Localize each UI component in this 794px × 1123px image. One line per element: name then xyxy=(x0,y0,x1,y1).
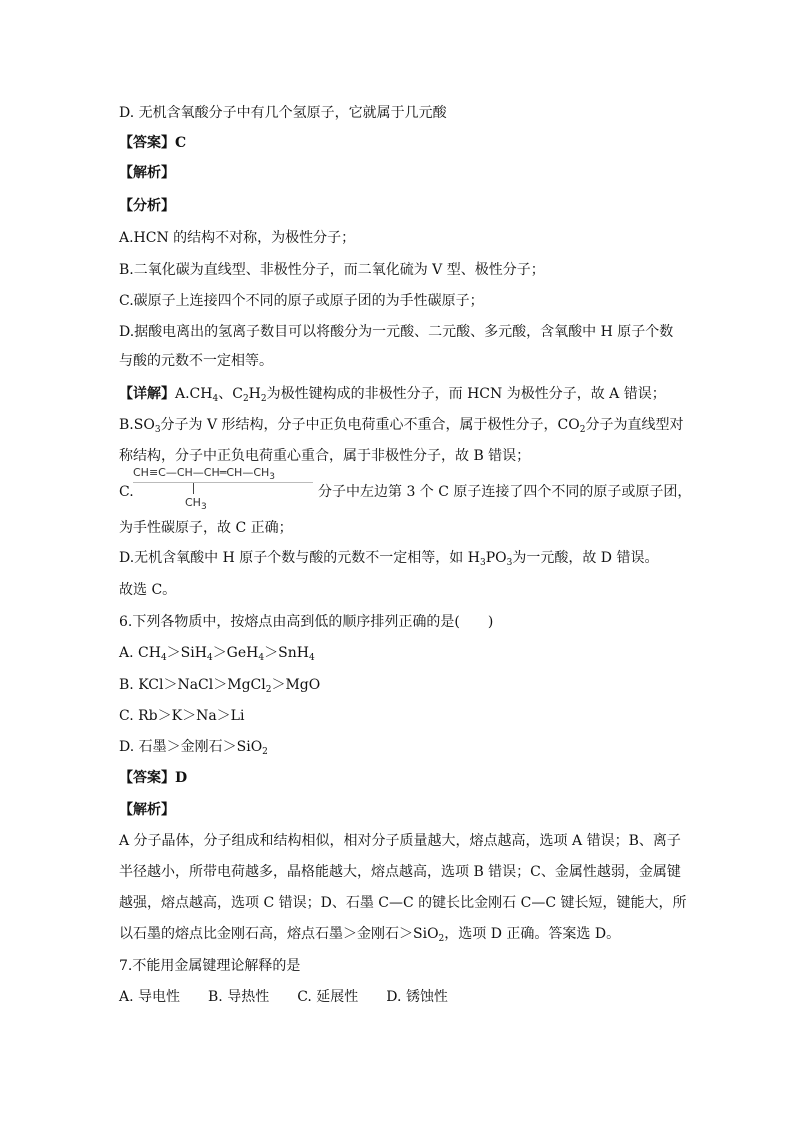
analysis-heading-q5: 【分析】 xyxy=(119,198,175,214)
option-d-q5: D. 无机含氧酸分子中有几个氢原子，它就属于几元酸 xyxy=(119,105,447,121)
analysis-b: B.二氧化碳为直线型、非极性分子，而二氧化硫为 V 型、极性分子； xyxy=(119,262,545,278)
text-run: B.SO xyxy=(119,417,155,433)
detail-b-line1 xyxy=(119,415,683,435)
formula-methyl-branch xyxy=(185,496,207,512)
final-choice-q5: 故选 C。 xyxy=(119,582,177,598)
formula-underline xyxy=(133,482,313,483)
q6-explanation-line1: A 分子晶体，分子组成和结构相似，相对分子质量越大，熔点越高，选项 A 错误；B、离子 xyxy=(119,833,681,849)
detail-d xyxy=(119,548,658,568)
text-run: 分子为直线型对 xyxy=(585,417,684,433)
q6-explanation-line2: 半径越小，所带电荷越多，晶格能越大，熔点越高，选项 B 错误；C、金属性越弱，金属键 xyxy=(119,864,681,880)
detail-heading: 【详解】 xyxy=(119,386,175,402)
subscript: 3 xyxy=(506,558,513,568)
text-run: A. CH xyxy=(119,645,161,661)
analysis-d-line1: D.据酸电离出的氢离子数目可以将酸分为一元酸、二元酸、多元酸，含氧酸中 H 原子个数 xyxy=(119,324,674,340)
explanation-heading-q6: 【解析】 xyxy=(119,802,175,818)
q6-explanation-line4 xyxy=(119,924,620,944)
text-run: 分子为 V 形结构，分子中正负电荷重心不重合，属于极性分子，CO xyxy=(160,417,580,433)
subscript: 2 xyxy=(438,934,445,944)
text-run: ＞SnH xyxy=(264,645,309,661)
detail-c-conclusion: 为手性碳原子，故 C 正确； xyxy=(119,520,293,536)
answer-label-q5: 【答案】C xyxy=(119,135,187,151)
detail-c-prefix: C. xyxy=(119,484,134,500)
detail-c-text: 分子中左边第 3 个 C 原子连接了四个不同的原子或原子团， xyxy=(318,484,692,500)
subscript: 2 xyxy=(260,394,267,404)
analysis-c: C.碳原子上连接四个不同的原子或原子团的为手性碳原子； xyxy=(119,293,484,309)
subscript: 4 xyxy=(160,653,167,663)
subscript: 2 xyxy=(242,394,249,404)
q6-explanation-line3: 越强，熔点越高，选项 C 错误；D、石墨 C—C 的键长比金刚石 C—C 键长短，键能大，所 xyxy=(119,895,687,911)
text-run: 以石墨的熔点比金刚石高，熔点石墨＞金刚石＞SiO xyxy=(119,926,439,942)
subscript: 3 xyxy=(479,558,486,568)
q6-option-b xyxy=(119,675,320,695)
formula-main-chain xyxy=(133,466,276,482)
question-6: 6.下列各物质中，按熔点由高到低的顺序排列正确的是( ) xyxy=(119,614,494,630)
q6-option-d xyxy=(119,737,268,757)
subscript: 2 xyxy=(579,425,586,435)
formula-bond-line xyxy=(193,482,194,494)
detail-a xyxy=(119,384,666,404)
text-run: CH xyxy=(185,496,201,509)
subscript: 3 xyxy=(200,502,207,512)
text-run: ＞MgO xyxy=(271,677,321,693)
text-run: 为极性键构成的非极性分子，而 HCN 为极性分子，故 A 错误； xyxy=(266,386,666,402)
text-run: D. 石墨＞金刚石＞SiO xyxy=(119,739,263,755)
subscript: 3 xyxy=(154,425,161,435)
detail-b-line2: 称结构，分子中正负电荷重心重合，属于非极性分子，故 B 错误； xyxy=(119,448,531,464)
answer-label-q6: 【答案】D xyxy=(119,770,188,786)
text-run: ＞GeH xyxy=(212,645,259,661)
text-run: ，选项 D 正确。答案选 D。 xyxy=(444,926,621,942)
analysis-d-line2: 与酸的元数不一定相等。 xyxy=(119,353,273,369)
q7-options: A. 导电性 B. 导热性 C. 延展性 D. 锈蚀性 xyxy=(119,989,448,1005)
q6-option-a xyxy=(119,643,315,663)
subscript: 4 xyxy=(206,653,213,663)
text-run: A.CH xyxy=(175,386,213,402)
analysis-a: A.HCN 的结构不对称，为极性分子； xyxy=(119,230,356,246)
text-run: B. KCl＞NaCl＞MgCl xyxy=(119,677,266,693)
text-run: ＞SiH xyxy=(166,645,207,661)
text-run: CH≡C—CH—CH═CH—CH xyxy=(133,466,270,479)
text-run: PO xyxy=(485,550,507,566)
explanation-heading-q5: 【解析】 xyxy=(119,165,175,181)
text-run: 、C xyxy=(218,386,243,402)
subscript: 4 xyxy=(212,394,219,404)
subscript: 3 xyxy=(269,472,276,482)
text-run: D.无机含氧酸中 H 原子个数与酸的元数不一定相等，如 H xyxy=(119,550,480,566)
subscript: 2 xyxy=(262,747,268,757)
q6-option-c: C. Rb＞K＞Na＞Li xyxy=(119,708,245,724)
text-run: H xyxy=(248,386,261,402)
text-run: 为一元酸，故 D 错误。 xyxy=(512,550,659,566)
structural-formula xyxy=(133,466,318,512)
subscript: 4 xyxy=(258,653,265,663)
question-7: 7.不能用金属键理论解释的是 xyxy=(119,958,301,974)
subscript: 2 xyxy=(265,685,272,695)
subscript: 4 xyxy=(308,653,315,663)
